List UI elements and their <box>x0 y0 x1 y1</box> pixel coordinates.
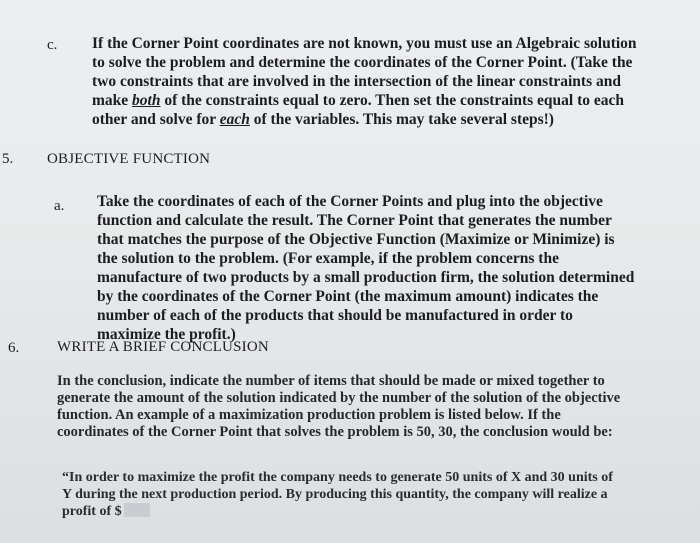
item-c-marker: c. <box>47 37 58 53</box>
item-c-text <box>92 34 647 129</box>
item-a-text: Take the coordinates of each of the Corner Points and plug into the objective function and calculate the result. The Corner Point that generates the number that matches the purpose of the Objective Function (Maximize or Minimize) is the solution to the problem. (For example, if the problem concerns the manufacture of two products by a small production firm, the solution determined by the coordinates of the Corner Point (the maximum amount) indicates the number of each of the products that should be manufactured in order to maximize the profit.) <box>97 193 635 343</box>
item-a-marker: a. <box>54 198 65 214</box>
section-6-number: 6. <box>8 340 20 356</box>
section-5-number: 5. <box>2 151 14 167</box>
section-5-heading: OBJECTIVE FUNCTION <box>47 151 211 167</box>
item-c-text-3: of the variables. This may take several steps!) <box>249 111 554 128</box>
item-c-emph-both: both <box>132 92 161 109</box>
section-6-heading: WRITE A BRIEF CONCLUSION <box>57 339 269 355</box>
item-c-emph-each: each <box>219 111 250 128</box>
item-c-text-2: of the constraints equal to zero. Then set the constraints equal to each other and solve for <box>92 92 625 128</box>
example-quote <box>62 469 614 520</box>
example-quote-text: “In order to maximize the profit the company needs to generate 50 units of X and 30 units of Y during the next production period. By producing this quantity, the company will realize a profit of $ <box>62 470 613 519</box>
conclusion-paragraph: In the conclusion, indicate the number of items that should be made or mixed together to generate the amount of the solution indicated by the number of the solution of the objective function. An example of a maximization production problem is listed below. If the coordinates of the Corner Point that solves the problem is 50, 30, the conclusion would be: <box>57 373 621 440</box>
item-c-text-1: If the Corner Point coordinates are not known, you must use an Algebraic solution to solve the problem and determine the coordinates of the Corner Point. (Take the two constraints that are involved in the intersection of the linear constraints and make <box>92 35 637 109</box>
profit-blank <box>124 503 150 517</box>
